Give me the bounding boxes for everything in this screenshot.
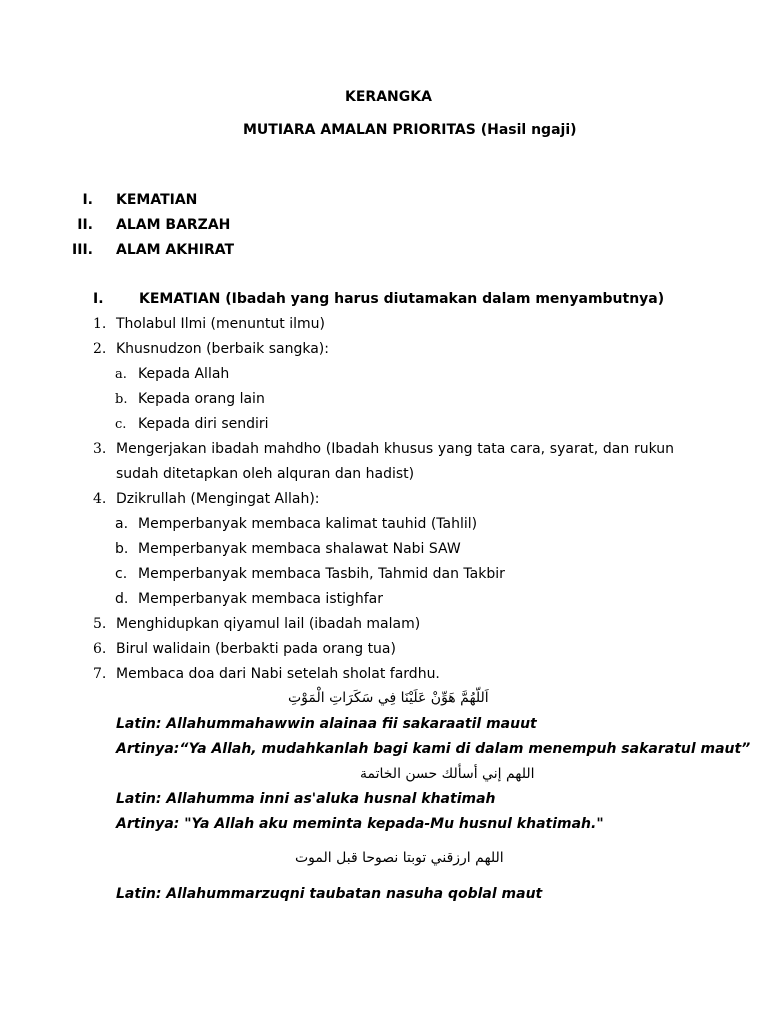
dua-latin-3: Latin: Allahummarzuqni taubatan nasuha qoblal maut bbox=[116, 886, 543, 902]
list-item-line-2: sudah ditetapkan oleh alquran dan hadist) bbox=[116, 466, 415, 482]
sublist-letter: d. bbox=[115, 591, 129, 607]
list-item: Khusnudzon (berbaik sangka): bbox=[116, 341, 329, 357]
sublist-item: Memperbanyak membaca istighfar bbox=[138, 591, 384, 607]
dua-latin-2: Latin: Allahumma inni as'aluka husnal khatimah bbox=[116, 791, 496, 807]
dua-latin-1: Latin: Allahummahawwin alainaa fii sakaraatil mauut bbox=[116, 716, 537, 732]
sublist-item: Memperbanyak membaca kalimat tauhid (Tahlil) bbox=[138, 516, 478, 532]
sublist-letter: c. bbox=[115, 566, 128, 582]
sublist-item: Memperbanyak membaca Tasbih, Tahmid dan Takbir bbox=[138, 566, 505, 582]
list-number: 5. bbox=[93, 616, 107, 632]
list-number: 6. bbox=[93, 641, 107, 657]
sublist-letter: b. bbox=[115, 541, 129, 557]
outline-label-1: KEMATIAN bbox=[116, 192, 198, 208]
list-number: 3. bbox=[93, 441, 107, 457]
list-number: 2. bbox=[93, 341, 107, 357]
list-number: 7. bbox=[93, 666, 107, 682]
outline-numeral-2: II. bbox=[77, 217, 93, 233]
list-item: Membaca doa dari Nabi setelah sholat fardhu. bbox=[116, 666, 440, 682]
dua-arabic-3: اللهم ارزقني توبتا نصوحا قبل الموت bbox=[295, 850, 504, 866]
sublist-item: Memperbanyak membaca shalawat Nabi SAW bbox=[138, 541, 461, 557]
section-numeral: I. bbox=[93, 291, 104, 307]
dua-arabic-1: اَللّهُمَّ هَوِّنْ عَلَيْنَا فِي سَكَرَاتِ الْمَوْتِ bbox=[288, 690, 489, 706]
sublist-item: Kepada orang lain bbox=[138, 391, 265, 407]
list-item: Dzikrullah (Mengingat Allah): bbox=[116, 491, 320, 507]
outline-label-3: ALAM AKHIRAT bbox=[116, 242, 235, 258]
list-item: Birul walidain (berbakti pada orang tua) bbox=[116, 641, 396, 657]
section-heading: KEMATIAN (Ibadah yang harus diutamakan dalam menyambutnya) bbox=[139, 291, 665, 307]
sublist-item: Kepada diri sendiri bbox=[138, 416, 269, 432]
document-title: KERANGKA bbox=[345, 89, 432, 105]
list-item-line-1: Mengerjakan ibadah mahdho (Ibadah khusus yang tata cara, syarat, dan rukun bbox=[116, 441, 674, 457]
sublist-letter: b. bbox=[115, 392, 128, 407]
sublist-letter: a. bbox=[115, 516, 129, 532]
sublist-letter: a. bbox=[115, 367, 127, 382]
sublist-item: Kepada Allah bbox=[138, 366, 230, 382]
outline-numeral-1: I. bbox=[82, 192, 93, 208]
list-number: 4. bbox=[93, 491, 107, 507]
outline-label-2: ALAM BARZAH bbox=[116, 217, 231, 233]
list-item: Menghidupkan qiyamul lail (ibadah malam) bbox=[116, 616, 421, 632]
outline-numeral-3: III. bbox=[72, 242, 93, 258]
list-item: Tholabul Ilmi (menuntut ilmu) bbox=[116, 316, 325, 332]
dua-meaning-2: Artinya: "Ya Allah aku meminta kepada-Mu husnul khatimah." bbox=[116, 816, 604, 832]
list-number: 1. bbox=[93, 316, 107, 332]
document-subtitle: MUTIARA AMALAN PRIORITAS (Hasil ngaji) bbox=[243, 122, 577, 138]
dua-arabic-2: اللهم إني أسألك حسن الخاتمة bbox=[360, 766, 535, 782]
dua-meaning-1: Artinya:“Ya Allah, mudahkanlah bagi kami di dalam menempuh sakaratul maut” bbox=[116, 741, 751, 757]
sublist-letter: c. bbox=[115, 417, 127, 432]
